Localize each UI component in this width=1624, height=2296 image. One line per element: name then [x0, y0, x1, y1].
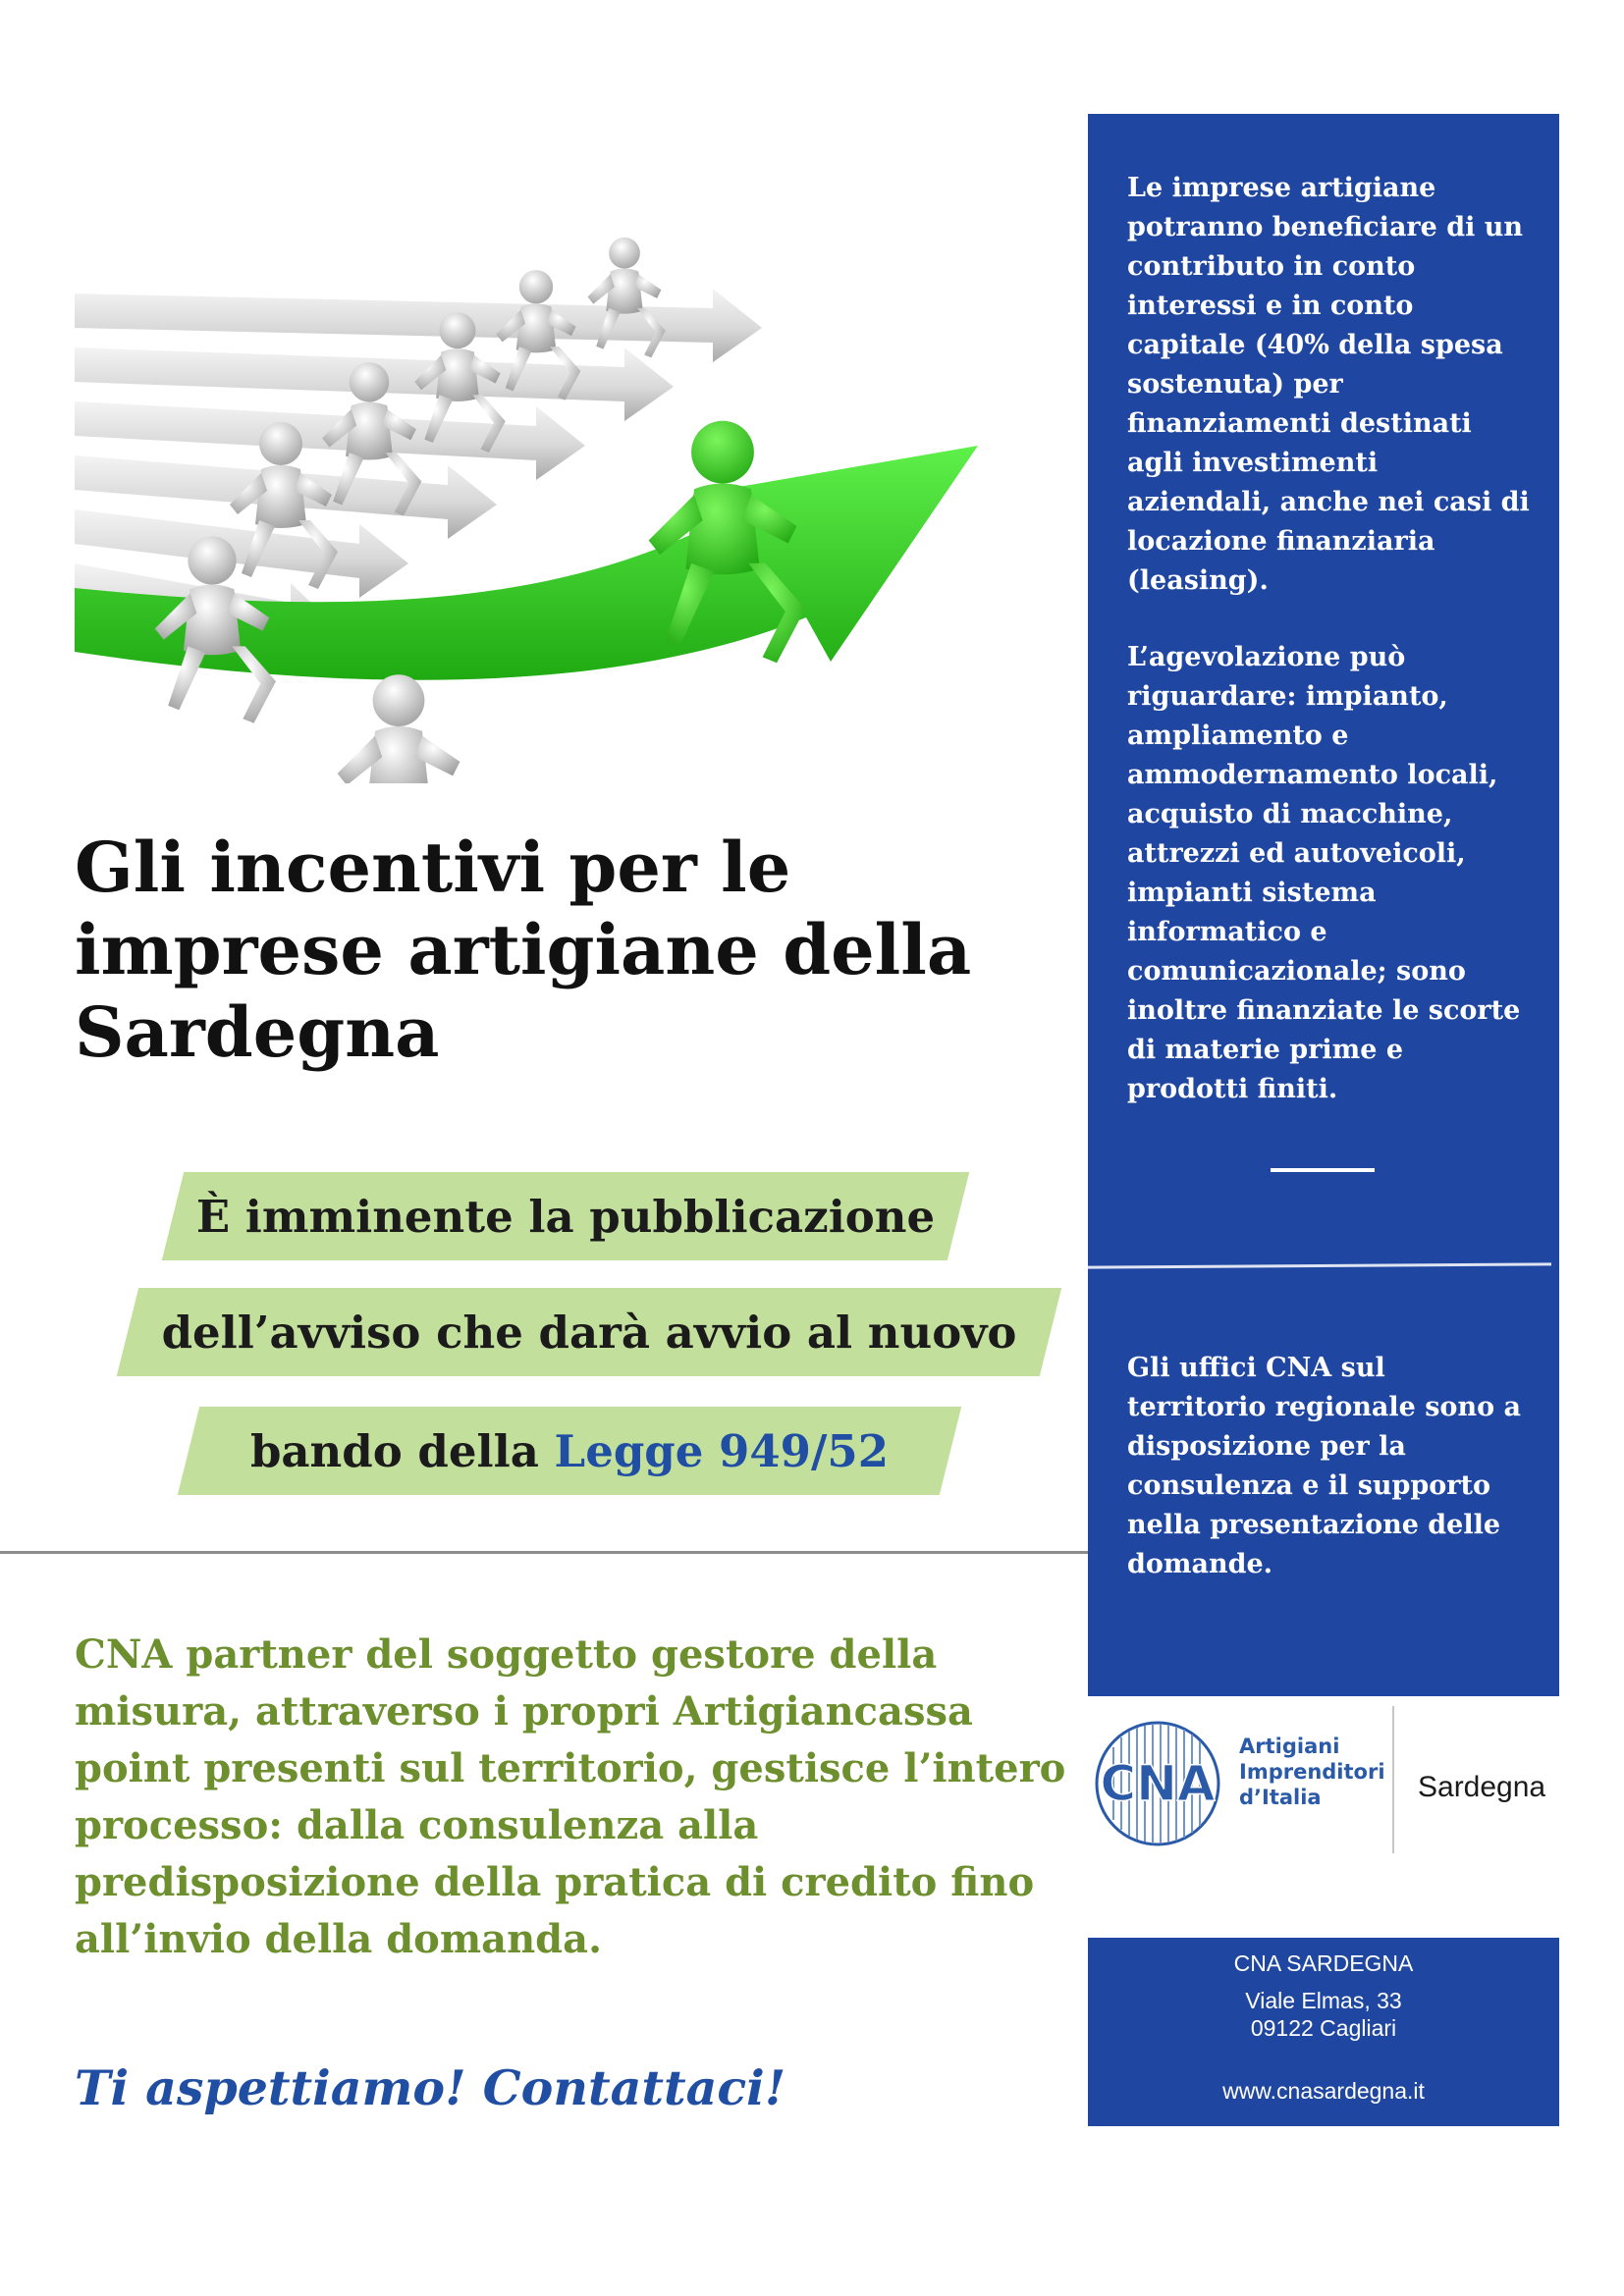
contact-address-street: Viale Elmas, 33 — [1245, 1988, 1402, 2013]
banner-text — [189, 1407, 950, 1495]
contact-website[interactable]: www.cnasardegna.it — [1222, 2078, 1425, 2104]
sidebar-paragraph-eligible: L’agevolazione può riguardare: impianto, ampliamento e ammodernamento locali, acquisto di macchine, attrezzi ed autoveicoli, impianti sistema informatico e comunicazionale; sono inoltre finanziate le scorte di materie prime e prodotti finiti. — [1127, 642, 1521, 1104]
sidebar-paragraph-contribution: Le imprese artigiane potranno beneficiare di un contributo in conto interessi e in conto capitale (40% della spesa sostenuta) per finanziamenti destinati agli investimenti aziendali, anche nei casi di locazione finanziaria (leasing). — [1127, 173, 1530, 596]
sidebar-rule — [1088, 1262, 1551, 1268]
sidebar-dash — [1271, 1168, 1375, 1172]
announcement-banner-3 — [189, 1407, 950, 1495]
contact-email[interactable]: regionale@cnasardegna.it — [1191, 2145, 1456, 2170]
title-line: Sardegna — [75, 991, 440, 1073]
announcement-banner-1 — [173, 1172, 958, 1260]
cna-logo — [1088, 1696, 1559, 1938]
title-line: imprese artigiane della — [75, 909, 972, 990]
contact-address-city: 09122 Cagliari — [1250, 2015, 1397, 2041]
logo-organization: Artigiani Imprenditori d’Italia — [1239, 1735, 1385, 1809]
logo-separator — [1392, 1706, 1394, 1853]
contact-phone[interactable]: 070 273728 — [1264, 2172, 1383, 2198]
law-reference: Legge 949/52 — [554, 1424, 890, 1477]
partner-description: CNA partner del soggetto gestore della misura, attraverso i propri Artigiancassa point presenti sul territorio, gestisce l’intero processo: dalla consulenza alla predisposizione della pratica di credito fino all’invio della domanda. — [75, 1631, 1066, 1962]
contact-name: CNA SARDEGNA — [1233, 1950, 1414, 1976]
section-divider — [0, 1551, 1090, 1554]
cna-emblem-icon — [1092, 1718, 1223, 1849]
page-title — [75, 827, 1056, 1074]
banner-text-plain: bando della — [249, 1424, 555, 1477]
call-to-action: Ti aspettiamo! Contattaci! — [75, 2059, 786, 2116]
runners-arrow-illustration — [75, 200, 1064, 783]
banner-text: È imminente la pubblicazione — [195, 1190, 936, 1243]
sidebar-paragraph-offices: Gli uffici CNA sul territorio regionale sono a disposizione per la consulenza e il supporto nella presentazione delle domande. — [1127, 1353, 1521, 1579]
logo-mark: CNA — [1100, 1755, 1216, 1812]
info-sidebar — [1088, 114, 1559, 2198]
logo-region: Sardegna — [1418, 1771, 1546, 1803]
announcement-banner-2 — [128, 1288, 1051, 1376]
banner-text: dell’avviso che darà avvio al nuovo — [161, 1306, 1017, 1359]
title-line: Gli incentivi per le — [75, 827, 791, 908]
